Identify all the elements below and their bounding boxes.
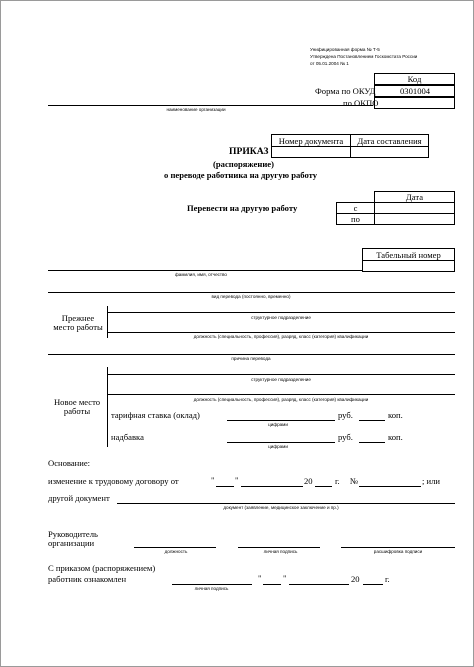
ack-month-field[interactable]: [289, 584, 349, 585]
tabel-number-cell[interactable]: [362, 260, 455, 272]
tabel-number-header: Табельный номер: [362, 248, 455, 261]
doc-date-header: Дата составления: [350, 134, 429, 147]
transfer-type-caption: вид перевода (постоянно, временно): [211, 294, 291, 299]
prev-struct-unit-line[interactable]: [107, 312, 455, 313]
ack-quote-close: ": [283, 573, 287, 583]
ack-year-suffix: г.: [385, 574, 390, 584]
organization-caption: наименование организации: [166, 107, 226, 112]
fio-caption: фамилия, имя, отчество: [175, 272, 227, 277]
contract-year-field[interactable]: [315, 486, 332, 487]
prev-position-caption: должность (специальность, профессия), разряд, класс (категория) квалификации: [193, 334, 369, 339]
other-doc-caption: документ (заявление, медицинское заключение и пр.): [223, 505, 339, 510]
new-place-label-2: работы: [63, 406, 91, 416]
codes-header-cell: Код: [374, 73, 455, 85]
other-doc-label: другой документ: [48, 493, 110, 503]
bonus-kop-label: коп.: [388, 432, 403, 442]
head-signature-field[interactable]: [238, 547, 320, 548]
okpo-value-cell[interactable]: [374, 97, 455, 109]
order-title: ПРИКАЗ: [229, 146, 269, 157]
contract-day-field[interactable]: [216, 486, 234, 487]
contract-year-suffix: г.: [335, 476, 340, 486]
bonus-kop-field[interactable]: [359, 442, 385, 443]
transfer-from-label: с: [336, 202, 375, 214]
okpo-label: по ОКПО: [343, 98, 379, 108]
prev-place-label-1: Прежнее: [61, 313, 95, 323]
doc-number-header: Номер документа: [271, 134, 351, 147]
head-decode-caption: расшифровка подписи: [373, 549, 423, 554]
head-label-2: организации: [48, 538, 95, 548]
transfer-to-cell[interactable]: [374, 213, 455, 225]
bonus-label: надбавка: [111, 432, 144, 442]
contract-month-field[interactable]: [241, 486, 303, 487]
new-position-line[interactable]: [107, 394, 455, 395]
ack-year-prefix: 20: [351, 574, 360, 584]
other-doc-field[interactable]: [117, 503, 455, 504]
ack-label-2: работник ознакомлен: [48, 574, 127, 584]
order-subtitle: (распоряжение): [213, 159, 274, 169]
ack-label-1: С приказом (распоряжением): [48, 563, 156, 573]
form-approval-line: Утверждена Постановлением Госкомстата России: [310, 54, 418, 59]
form-code-line: Унифицированная форма № Т-5: [310, 47, 380, 52]
new-position-caption: должность (специальность, профессия), разряд, класс (категория) квалификации: [193, 397, 369, 402]
prev-position-line[interactable]: [107, 332, 455, 333]
reason-line[interactable]: [48, 354, 455, 355]
prev-struct-unit-caption: структурное подразделение: [251, 315, 311, 320]
fio-line[interactable]: [48, 270, 362, 271]
transfer-label: Перевести на другую работу: [187, 203, 298, 213]
ack-quote-open: ": [258, 573, 262, 583]
rate-kop-label: коп.: [388, 410, 403, 420]
contract-label: изменение к трудовому договору от: [48, 476, 179, 486]
rate-label: тарифная ставка (оклад): [111, 410, 200, 420]
organization-line[interactable]: [48, 105, 373, 106]
head-label-1: Руководитель: [48, 529, 98, 539]
ack-year-field[interactable]: [363, 584, 383, 585]
order-purpose: о переводе работника на другую работу: [164, 170, 318, 180]
transfer-type-line[interactable]: [48, 292, 455, 293]
ack-day-field[interactable]: [263, 584, 281, 585]
contract-or-text: ; или: [422, 476, 441, 486]
head-position-field[interactable]: [134, 547, 216, 548]
head-decode-field[interactable]: [341, 547, 455, 548]
head-position-caption: должность: [164, 549, 188, 554]
okud-value-cell[interactable]: 0301004: [374, 85, 455, 97]
contract-quote-close: ": [235, 475, 239, 485]
transfer-to-label: по: [336, 213, 375, 225]
rate-digits-caption: цифрами: [268, 422, 288, 427]
new-place-divider: [107, 367, 108, 447]
reason-caption: причина перевода: [231, 356, 271, 361]
prev-place-divider: [107, 306, 108, 338]
ack-signature-field[interactable]: [172, 584, 252, 585]
okud-label: Форма по ОКУД: [315, 86, 376, 96]
contract-number-sign: №: [350, 476, 359, 486]
bonus-digits-caption: цифрами: [268, 444, 288, 449]
rate-rub-field[interactable]: [227, 420, 335, 421]
doc-number-cell[interactable]: [271, 146, 351, 158]
bonus-rub-label: руб.: [338, 432, 353, 442]
new-place-label-1: Новое место: [53, 397, 101, 407]
form-date-line: от 05.01.2004 № 1: [310, 61, 349, 66]
ack-signature-caption: личная подпись: [194, 586, 229, 591]
new-struct-unit-line[interactable]: [107, 374, 455, 375]
transfer-date-header: Дата: [374, 191, 455, 203]
contract-quote-open: ": [211, 475, 215, 485]
doc-date-cell[interactable]: [350, 146, 429, 158]
basis-label: Основание:: [48, 458, 91, 468]
contract-number-field[interactable]: [359, 486, 421, 487]
head-signature-caption: личная подпись: [263, 549, 298, 554]
bonus-rub-field[interactable]: [227, 442, 335, 443]
contract-year-prefix: 20: [304, 476, 313, 486]
rate-kop-field[interactable]: [359, 420, 385, 421]
prev-place-label-2: место работы: [53, 322, 103, 332]
rate-rub-label: руб.: [338, 410, 353, 420]
new-struct-unit-caption: структурное подразделение: [251, 377, 311, 382]
